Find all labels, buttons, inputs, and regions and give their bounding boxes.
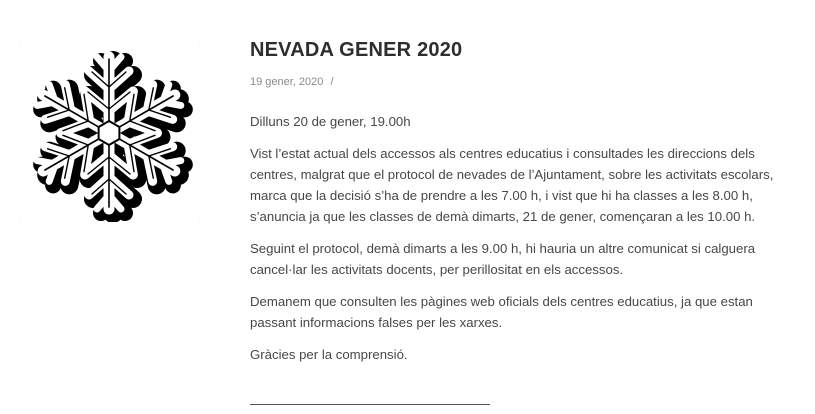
post-paragraph: Seguint el protocol, demà dimarts a les 9.00 h, hi hauria un altre comunicat si calguera cancel·lar les activitats docents, per perillositat en els accessos.: [250, 241, 756, 277]
post-paragraph: Gràcies per la comprensió.: [250, 347, 408, 362]
post-title[interactable]: NEVADA GENER 2020: [250, 39, 463, 61]
post-meta: [250, 75, 780, 89]
post-thumbnail[interactable]: [20, 42, 200, 222]
post-paragraph: Vist l’estat actual dels accessos als centres educatius i consultades les direccions dels centres, malgrat que el protocol de nevades de l’Ajuntament, sobre les activitats escolars, marca que la decisió s’ha de prendre a les 7.00 h, i vist que hi ha classes a les 8.00 h, s’anuncia ja que les classes de demà dimarts, 21 de gener, començaran a les 10.00 h.: [250, 146, 774, 224]
signature-divider: [250, 404, 490, 405]
post-body: [250, 111, 780, 365]
post-paragraph: Dilluns 20 de gener, 19.00h: [250, 114, 411, 129]
post-paragraph: Demanem que consulten les pàgines web oficials dels centres educatius, ja que estan passant informacions falses per les xarxes.: [250, 294, 753, 330]
post-content: [250, 38, 780, 376]
snowflake-icon: [20, 42, 200, 222]
meta-separator: /: [330, 76, 334, 88]
post-date[interactable]: 19 gener, 2020: [250, 76, 324, 88]
